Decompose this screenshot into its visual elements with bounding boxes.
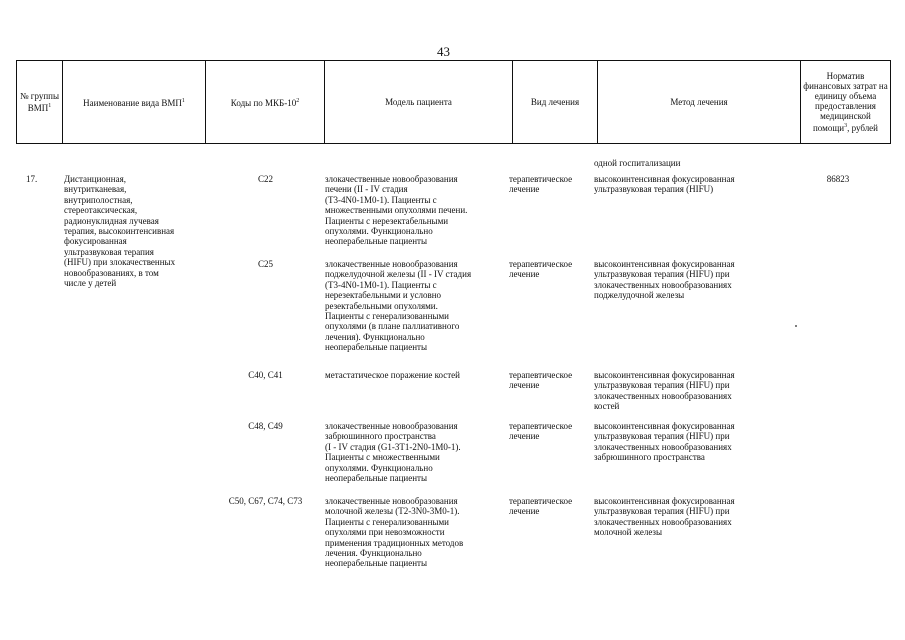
row-method: высокоинтенсивная фокусированная ультразвуковая терапия (HIFU) при злокачественных новообразованиях забрюшинного пространства	[594, 421, 735, 463]
header-model: Модель пациента	[325, 61, 513, 144]
header-group-no: № группы ВМП$^1$	[17, 61, 63, 144]
page-number: 43	[437, 44, 450, 59]
group-norm: 86823	[826, 174, 850, 184]
row-model: злокачественные новообразования поджелудочной железы (II - IV стадия (T3-4N0-1M0-1). Пациенты с нерезектабельными и условно резектабельными опухолями. Пациенты с генерализованными опухолями (в плане паллиативного лечения). Функционально неоперабельные пациенты	[325, 259, 472, 353]
row-model: злокачественные новообразования печени (II - IV стадия (T3-4N0-1M0-1). Пациенты с множественными опухолями печени. Пациенты с нерезектабельными опухолями. Функционально неоперабельные пациенты	[325, 174, 468, 247]
row-codes: C50, C67, C74, C73	[228, 496, 303, 506]
header-type: Вид лечения	[513, 61, 598, 144]
row-type: терапевтическое лечение	[509, 421, 573, 442]
carryover-text: одной госпитализации	[594, 158, 681, 168]
group-number: 17.	[26, 174, 38, 184]
row-model: злокачественные новообразования молочной железы (T2-3N0-3M0-1). Пациенты с генерализованными опухолями при невозможности применения традиционных методов лечения. Функционально неоперабельные пациенты	[325, 496, 464, 569]
row-method: высокоинтенсивная фокусированная ультразвуковая терапия (HIFU) при злокачественных новообразованиях поджелудочной железы	[594, 259, 735, 301]
header-method: Метод лечения	[598, 61, 801, 144]
row-type: терапевтическое лечение	[509, 259, 573, 280]
scan-speck	[795, 325, 797, 327]
row-codes: C48, C49	[248, 421, 283, 431]
row-codes: C40, C41	[248, 370, 283, 380]
row-codes: C22	[257, 174, 273, 184]
row-type: терапевтическое лечение	[509, 370, 573, 391]
row-method: высокоинтенсивная фокусированная ультразвуковая терапия (HIFU) при злокачественных новообразованиях молочной железы	[594, 496, 735, 538]
row-method: высокоинтенсивная фокусированная ультразвуковая терапия (HIFU)	[594, 174, 735, 195]
group-name: Дистанционная, внутритканевая, внутриполостная, стереотаксическая, радионуклидная лучевая терапия, высокоинтенсивная фокусированная ультразвуковая терапия (HIFU) при злокачественных новообразованиях, в том числе у детей	[64, 174, 176, 289]
table-header	[16, 60, 891, 144]
row-codes: C25	[257, 259, 273, 269]
header-norm: Норматив финансовых затрат на единицу объема предоставления медицинской помощи$^3$, рублей	[801, 61, 891, 144]
row-model: метастатическое поражение костей	[325, 370, 460, 380]
header-name: Наименование вида ВМП$^1$	[63, 61, 206, 144]
header-codes: Коды по МКБ-$10^2$	[206, 61, 325, 144]
row-type: терапевтическое лечение	[509, 174, 573, 195]
row-type: терапевтическое лечение	[509, 496, 573, 517]
row-method: высокоинтенсивная фокусированная ультразвуковая терапия (HIFU) при злокачественных новообразованиях костей	[594, 370, 735, 412]
row-model: злокачественные новообразования забрюшинного пространства (I - IV стадия (G1-3T1-2N0-1M0-1). Пациенты с множественными опухолями. Функционально неоперабельные пациенты	[325, 421, 461, 484]
